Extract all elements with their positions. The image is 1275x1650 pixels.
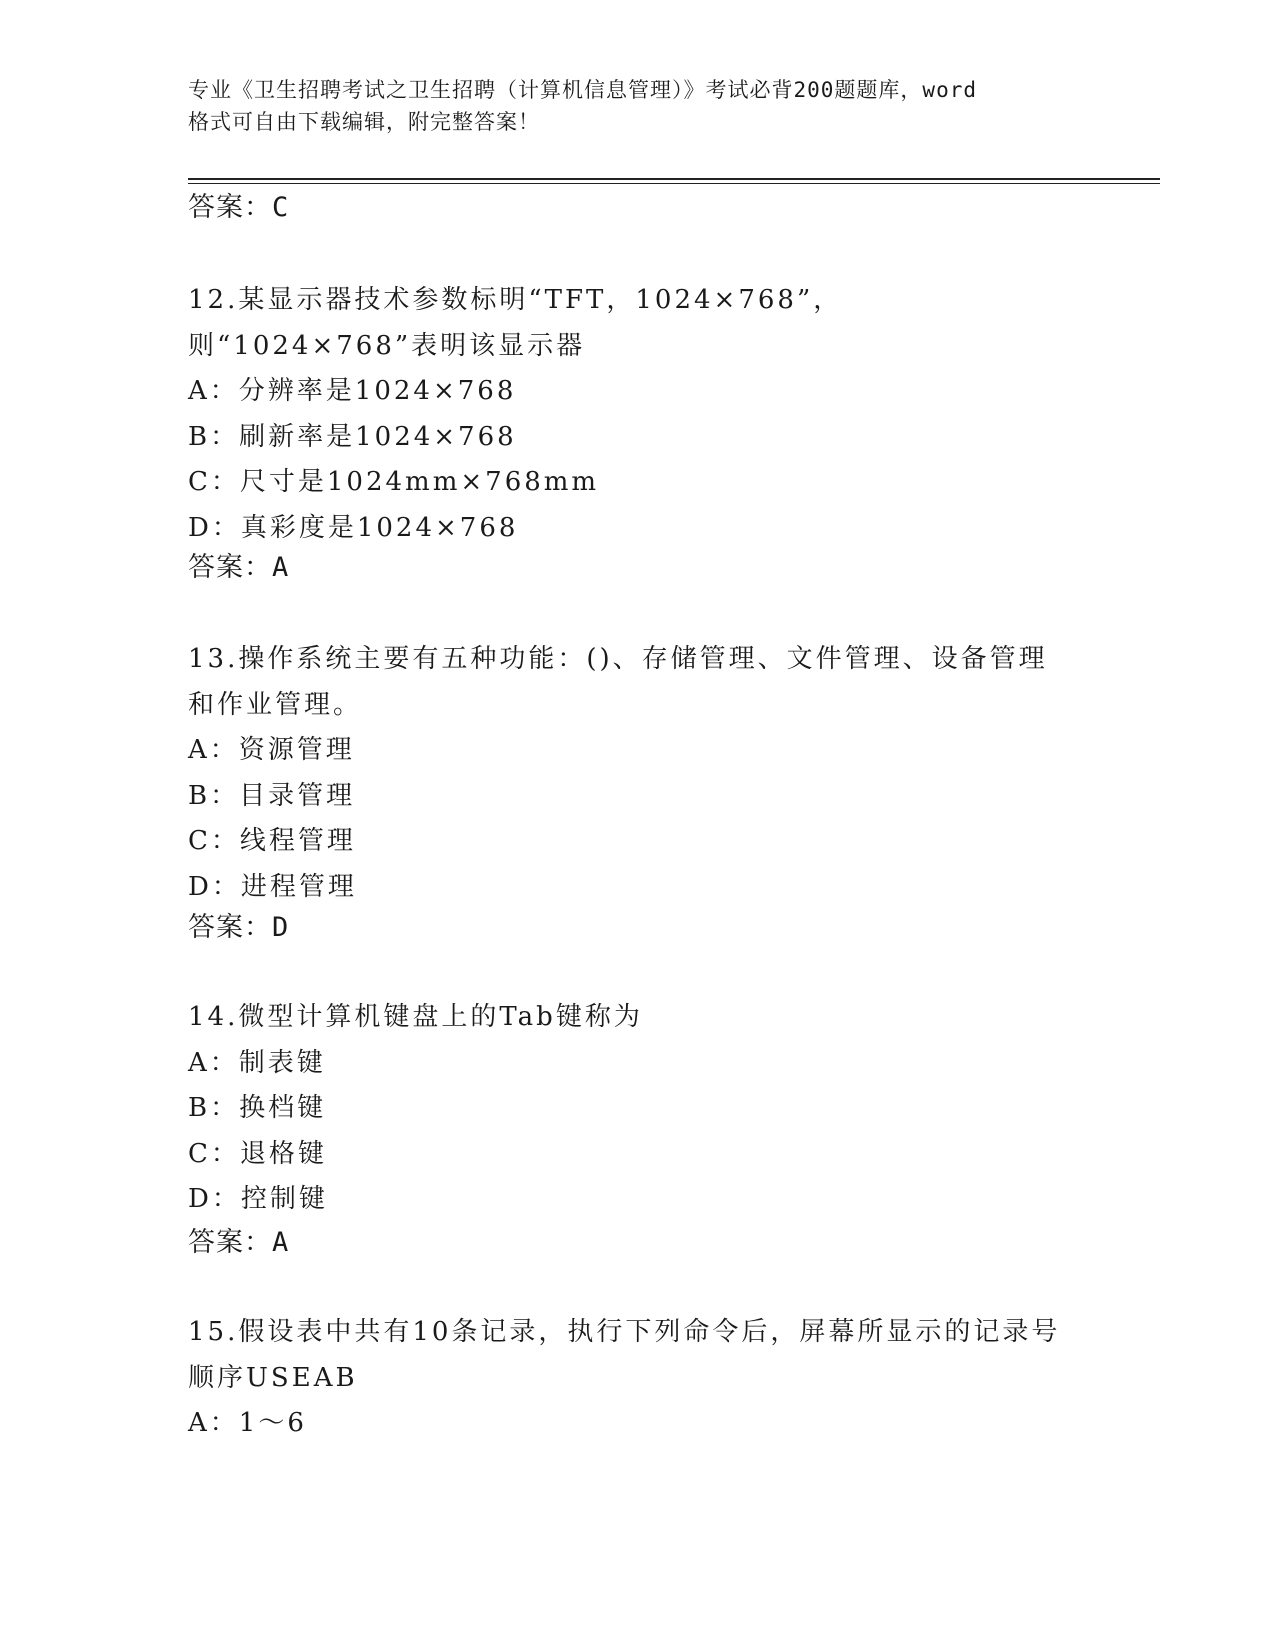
header-line-1: 专业《卫生招聘考试之卫生招聘（计算机信息管理）》考试必背200题题库，word — [188, 78, 977, 102]
option-b: B：目录管理 — [188, 780, 356, 811]
question-text: 13.操作系统主要有五种功能：()、存储管理、文件管理、设备管理和作业管理。 — [188, 644, 1048, 720]
answer-13: 答案：D — [188, 912, 290, 943]
header-line-2: 格式可自由下载编辑，附完整答案！ — [188, 110, 540, 134]
option-a: A：制表键 — [188, 1047, 326, 1078]
option-c: C：尺寸是1024mm×768mm — [188, 467, 600, 497]
question-12 — [188, 278, 1068, 551]
answer-14: 答案：A — [188, 1227, 290, 1258]
option-d: D：控制键 — [188, 1184, 328, 1214]
question-text: 12.某显示器技术参数标明“TFT，1024×768”，则“1024×768”表明该显示器 — [188, 285, 843, 361]
question-13 — [188, 637, 1068, 910]
option-a: A：资源管理 — [188, 735, 355, 765]
question-14 — [188, 995, 1068, 1223]
answer-previous: 答案：C — [188, 192, 290, 223]
option-d: D：真彩度是1024×768 — [188, 512, 519, 543]
question-15 — [188, 1310, 1068, 1447]
option-b: B：换档键 — [188, 1093, 327, 1123]
header-rule-thin — [188, 183, 1160, 184]
option-a: A：1～6 — [188, 1408, 307, 1438]
question-text: 15.假设表中共有10条记录，执行下列命令后，屏幕所显示的记录号顺序USEAB — [188, 1317, 1061, 1393]
header-rule-thick — [188, 178, 1160, 180]
question-text: 14.微型计算机键盘上的Tab键称为 — [188, 1002, 643, 1032]
option-c: C：线程管理 — [188, 826, 356, 856]
document-header — [188, 74, 1098, 138]
option-b: B：刷新率是1024×768 — [188, 421, 517, 452]
option-a: A：分辨率是1024×768 — [188, 376, 517, 406]
option-c: C：退格键 — [188, 1138, 327, 1169]
option-d: D：进程管理 — [188, 871, 357, 902]
answer-12: 答案：A — [188, 552, 290, 583]
